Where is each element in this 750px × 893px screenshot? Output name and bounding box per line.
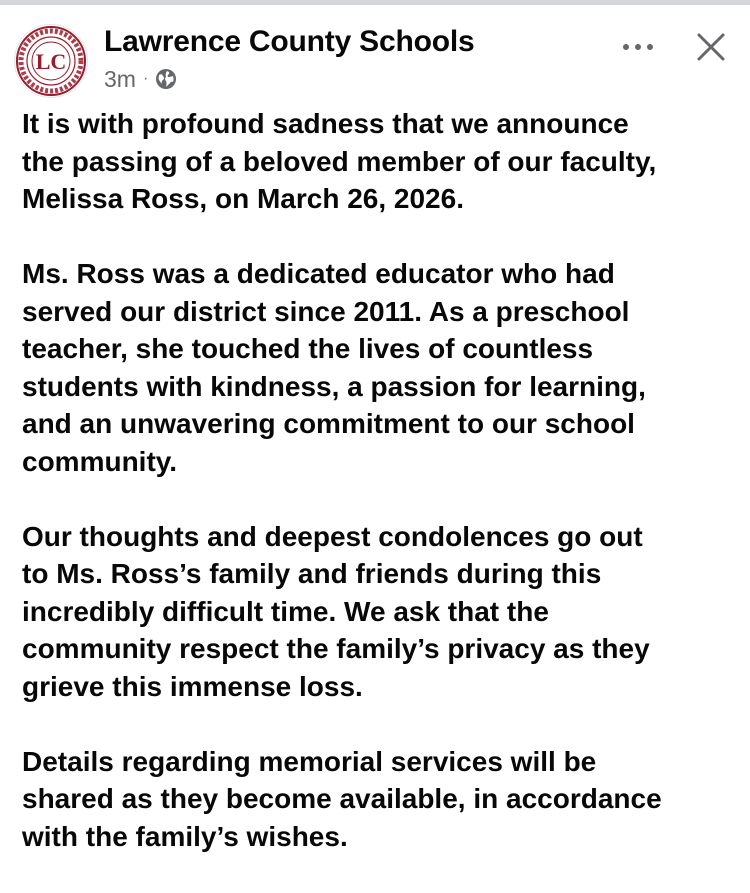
post-line: community. (22, 445, 178, 477)
post-line: and an unwavering commitment to our school (22, 408, 635, 439)
page-name-link[interactable]: Lawrence County Schools (104, 25, 475, 58)
post-meta (104, 65, 177, 93)
page-avatar[interactable] (14, 24, 88, 98)
more-options-button[interactable] (612, 27, 664, 67)
close-button[interactable] (686, 23, 736, 71)
post-line: with the family’s wishes. (22, 820, 348, 852)
globe-icon[interactable] (155, 68, 177, 90)
more-options-icon (618, 41, 658, 53)
post-line: Our thoughts and deepest condolences go out (22, 520, 643, 552)
post-line: incredibly difficult time. We ask that the (22, 595, 549, 627)
post-paragraph (22, 105, 738, 218)
post-header (0, 5, 750, 105)
post-line: Details regarding memorial services will be (22, 745, 597, 777)
post-timestamp[interactable]: 3m (104, 65, 136, 92)
logo-monogram: LC (35, 49, 67, 74)
post-line: to Ms. Ross’s family and friends during this (22, 558, 602, 589)
close-icon (696, 32, 726, 62)
post-line: Ms. Ross was a dedicated educator who had (22, 258, 615, 289)
post-body (22, 105, 738, 893)
post-line: shared as they become available, in accordance (22, 783, 662, 814)
post-paragraph (22, 743, 738, 856)
post-line: grieve this immense loss. (22, 670, 363, 702)
post-line: teacher, she touched the lives of countless (22, 333, 594, 364)
post-line: served our district since 2011. As a preschool (22, 295, 630, 327)
post-line: Melissa Ross, on March 26, 2026. (22, 183, 464, 214)
post-paragraph (22, 518, 738, 706)
meta-separator: · (142, 70, 149, 87)
post-line: It is with profound sadness that we announce (22, 108, 629, 139)
post-paragraph (22, 255, 738, 480)
post-line: the passing of a beloved member of our faculty, (22, 145, 657, 177)
post-line: community respect the family’s privacy as they (22, 633, 650, 664)
school-logo-icon (15, 25, 87, 97)
post-line: students with kindness, a passion for learning, (22, 370, 646, 402)
